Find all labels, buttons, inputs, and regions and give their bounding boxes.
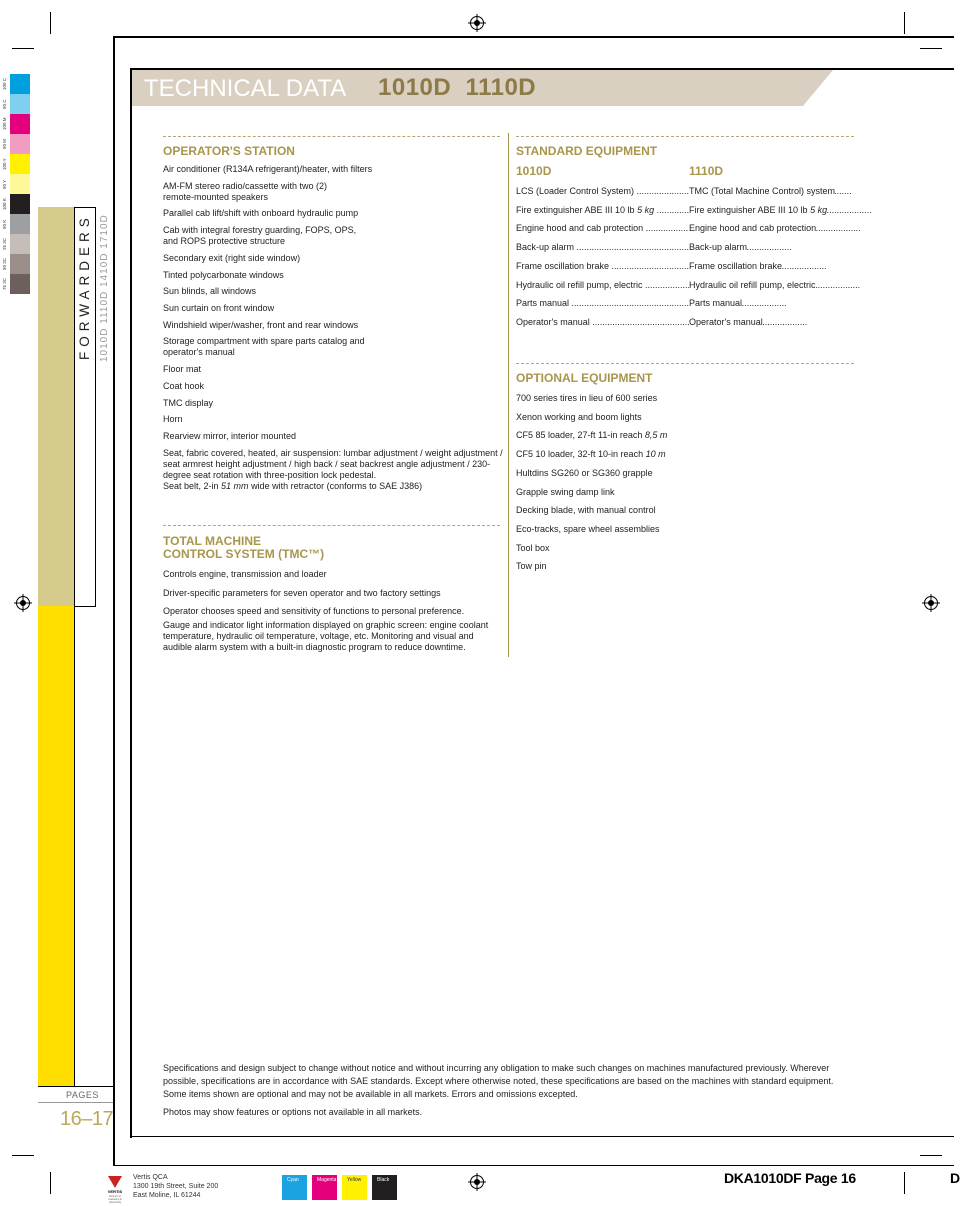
color-box-black: Black <box>372 1175 397 1200</box>
printer-address <box>133 1173 218 1200</box>
color-swatch-label: 100 K <box>2 198 7 210</box>
crop-mark <box>904 1172 905 1194</box>
standard-equipment-title: STANDARD EQUIPMENT <box>516 144 658 158</box>
section-tab-title: FORWARDERS <box>77 213 92 360</box>
content-frame-left <box>130 68 132 1138</box>
table-cell-1110d: Engine hood and cab protection <box>689 223 817 234</box>
job-edge-letter: D <box>950 1170 960 1186</box>
list-item: AM-FM stereo radio/cassette with two (2) remote-mounted speakers <box>163 181 328 202</box>
table-cell-1010d: Operator's manual ..... <box>516 317 689 328</box>
color-swatch-label: 50 K <box>2 219 7 229</box>
crop-mark <box>920 48 942 49</box>
vertis-logo-icon <box>108 1176 122 1188</box>
crop-mark <box>904 12 905 34</box>
list-item: Sun blinds, all windows <box>163 286 257 296</box>
list-item: Coat hook <box>163 381 205 391</box>
operators-station-title: OPERATOR'S STATION <box>163 144 295 158</box>
color-swatch <box>10 134 30 154</box>
vertis-logo-word: VERTIS <box>107 1189 123 1194</box>
printer-city: East Moline, IL 61244 <box>133 1192 201 1199</box>
list-item: Storage compartment with spare parts catalog and operator's manual <box>163 336 365 357</box>
color-swatch <box>10 254 30 274</box>
color-swatch <box>10 174 30 194</box>
crop-mark <box>12 48 34 49</box>
table-row <box>516 242 748 253</box>
standard-equipment-col2-header: 1110D <box>689 164 724 178</box>
list-item: Operator chooses speed and sensitivity of functions to personal preference. <box>163 606 465 616</box>
table-cell-1110d: Hydraulic oil refill pump, electric <box>689 279 816 290</box>
table-cell-1110d: Fire extinguisher ABE III 10 lb 5 kg <box>689 204 828 215</box>
crop-mark <box>12 1155 34 1156</box>
section-tab-upper <box>38 207 74 606</box>
tmc-title <box>163 535 324 561</box>
table-row <box>516 186 836 197</box>
registration-mark <box>924 596 938 610</box>
list-item: Floor mat <box>163 364 202 374</box>
list-item: Tow pin <box>516 561 547 572</box>
section-rule <box>516 136 854 137</box>
pages-label: PAGES <box>66 1090 99 1100</box>
color-swatch <box>10 194 30 214</box>
list-item: Cab with integral forestry guarding, FOPS, OPS, and ROPS protective structure <box>163 225 357 246</box>
tab-divider <box>74 606 96 607</box>
tmc-title-line2: CONTROL SYSTEM (TMC™) <box>163 547 325 561</box>
standard-equipment-col1-header: 1010D <box>516 164 552 178</box>
table-cell-1110d: TMC (Total Machine Control) system <box>689 186 836 196</box>
table-row <box>516 204 828 216</box>
table-cell-1110d: Frame oscillation brake <box>689 260 783 271</box>
page-frame-bottom <box>113 1165 954 1166</box>
section-rule <box>163 136 500 137</box>
column-divider <box>508 133 509 657</box>
list-item: Eco-tracks, spare wheel assemblies <box>516 523 660 534</box>
table-cell-1110d: Back-up alarm <box>689 242 748 253</box>
pages-divider <box>38 1102 113 1103</box>
list-item: Gauge and indicator light information displayed on graphic screen: engine coolant temperature, hydraulic oil temperature, voltage, etc. Monitoring and visual and audible alarm system with a built-in diagnostic program to reduce downtime. <box>163 620 489 652</box>
vertis-logo <box>104 1174 126 1202</box>
list-item: Seat, fabric covered, heated, air suspension: lumbar adjustment / weight adjustment / seat armrest height adjustment / high back / seat backrest angle adjustment / 230-degree seat rotation with three-position lock pedestal. <box>163 448 503 480</box>
color-swatch <box>10 274 30 294</box>
list-item: Tool box <box>516 542 550 553</box>
section-rule <box>163 525 500 526</box>
page-numbers: 16–17 <box>60 1108 114 1130</box>
table-cell-1010d: Frame oscillation brake ..... <box>516 261 689 272</box>
color-swatch-label: 100 Y <box>2 158 7 170</box>
crop-mark <box>50 1172 51 1194</box>
color-swatch-label: 50 C <box>2 99 7 109</box>
color-swatch <box>10 74 30 94</box>
list-item: Sun curtain on front window <box>163 303 275 313</box>
list-item: Grapple swing damp link <box>516 486 615 497</box>
registration-mark <box>16 596 30 610</box>
table-cell-1010d: Back-up alarm ..... <box>516 242 689 253</box>
list-item: Hultdins SG260 or SG360 grapple <box>516 467 653 478</box>
table-cell-1110d: Parts manual <box>689 298 743 309</box>
color-bar <box>10 74 30 294</box>
tab-divider <box>74 207 96 208</box>
table-cell-1010d: Hydraulic oil refill pump, electric ..... <box>516 280 689 291</box>
color-swatch <box>10 94 30 114</box>
color-swatch-label: 100 C <box>2 78 7 91</box>
color-swatch-label: 100 M <box>2 117 7 131</box>
photos-note: Photos may show features or options not available in all markets. <box>163 1107 423 1117</box>
color-swatch-label: 50 M <box>2 139 7 150</box>
color-box-yellow: Yellow <box>342 1175 367 1200</box>
list-item: 700 series tires in lieu of 600 series <box>516 393 658 403</box>
table-cell-1110d: Operator's manual <box>689 316 763 327</box>
list-item: Controls engine, transmission and loader <box>163 569 327 579</box>
list-item: CF5 10 loader, 32-ft 10-in reach 10 m <box>516 449 666 460</box>
table-row <box>516 298 743 309</box>
table-cell-1010d: Fire extinguisher ABE III 10 lb 5 kg ..... <box>516 205 689 216</box>
tab-divider <box>74 207 75 1086</box>
list-item: CF5 85 loader, 27-ft 11-in reach 8,5 m <box>516 430 668 441</box>
list-item: Parallel cab lift/shift with onboard hydraulic pump <box>163 208 359 218</box>
list-item: Windshield wiper/washer, front and rear windows <box>163 320 359 330</box>
color-swatch <box>10 114 30 134</box>
table-row <box>516 223 817 234</box>
list-item: Air conditioner (R134A refrigerant)/heater, with filters <box>163 164 373 174</box>
color-swatch-label: 75 3C <box>2 278 7 291</box>
list-item: Rearview mirror, interior mounted <box>163 431 297 441</box>
disclaimer: Specifications and design subject to change without notice and without incurring any obligation to make such changes on machines manufactured previously. Wherever possible, specifications are in accordance with SAE standards. Except where otherwise noted, these specifications are based on the machines with standard equipment. Some items shown are optional and may not be available in all markets. Errors and omissions excepted. <box>163 1063 834 1099</box>
list-item: Seat belt, 2-in 51 mm wide with retractor (conforms to SAE J386) <box>163 481 423 491</box>
list-item: Driver-specific parameters for seven operator and two factory settings <box>163 588 441 598</box>
color-bar-labels <box>0 74 10 294</box>
color-box-magenta: Magenta <box>312 1175 337 1200</box>
color-swatch <box>10 214 30 234</box>
list-item: Tinted polycarbonate windows <box>163 270 284 280</box>
section-rule <box>516 363 854 364</box>
color-swatch-label: 50 3C <box>2 258 7 271</box>
section-tab-models: 1010D 1110D 1410D 1710D <box>99 214 110 362</box>
color-swatch-label: 50 Y <box>2 179 7 189</box>
section-tab-lower <box>38 606 74 1086</box>
tab-divider <box>38 1086 113 1087</box>
table-row <box>516 316 763 328</box>
list-item: Horn <box>163 414 183 424</box>
color-box-cyan: Cyan <box>282 1175 307 1200</box>
table-row <box>516 260 783 272</box>
page-title: TECHNICAL DATA <box>144 75 347 102</box>
vertis-logo-tagline: Partners in marketing & advertising <box>108 1195 122 1204</box>
registration-mark <box>470 16 484 30</box>
printer-name: Vertis QCA <box>133 1174 168 1181</box>
page-frame-top <box>114 36 954 38</box>
content-frame-bottom <box>130 1136 954 1137</box>
list-item: TMC display <box>163 398 214 408</box>
table-cell-1010d: Parts manual ..... <box>516 298 689 309</box>
page-models: 1010D 1110D <box>378 74 537 101</box>
list-item: Decking blade, with manual control <box>516 505 656 516</box>
color-swatch <box>10 154 30 174</box>
tab-divider <box>95 207 96 606</box>
color-swatch <box>10 234 30 254</box>
table-row <box>516 279 816 291</box>
table-cell-1010d: LCS (Loader Control System) ..... <box>516 186 689 197</box>
job-page-label: DKA1010DF Page 16 <box>724 1170 856 1186</box>
color-swatch-label: 25 3C <box>2 238 7 251</box>
optional-equipment-title: OPTIONAL EQUIPMENT <box>516 371 653 385</box>
printer-street: 1300 19th Street, Suite 200 <box>133 1183 219 1190</box>
list-item: Xenon working and boom lights <box>516 411 642 422</box>
crop-mark <box>920 1155 942 1156</box>
list-item: Secondary exit (right side window) <box>163 253 301 263</box>
table-cell-1010d: Engine hood and cab protection ..... <box>516 223 689 234</box>
registration-mark <box>470 1175 484 1189</box>
page-frame-left <box>113 36 115 1166</box>
crop-mark <box>50 12 51 34</box>
tmc-title-line1: TOTAL MACHINE <box>163 534 261 548</box>
